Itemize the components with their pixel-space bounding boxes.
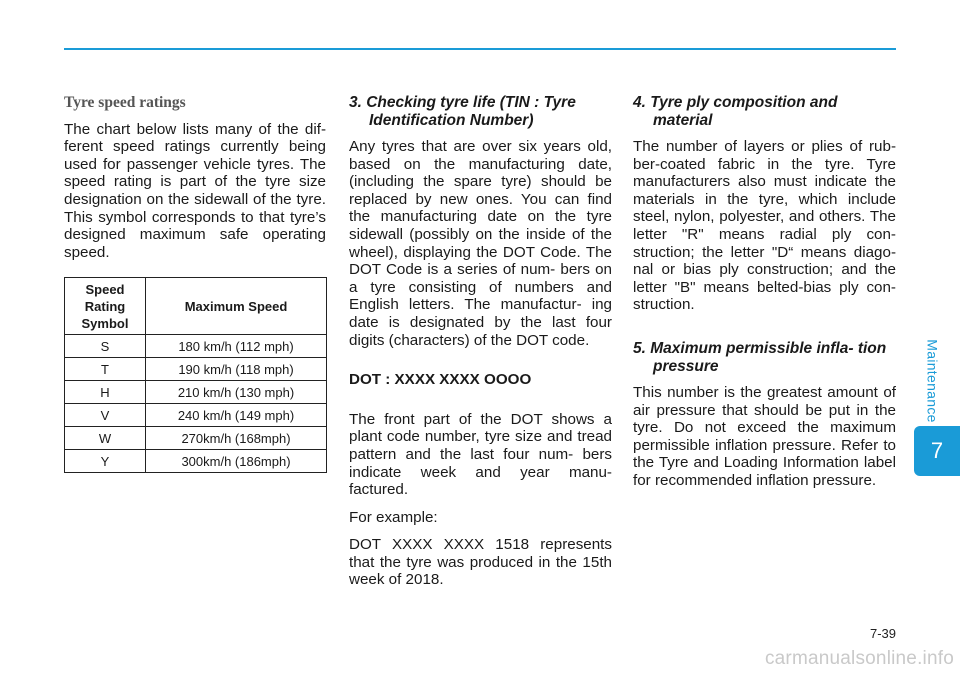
column-3 <box>633 92 896 500</box>
table-row <box>65 404 327 427</box>
table-row <box>65 381 327 404</box>
example-text: DOT XXXX XXXX 1518 represents that the tyre was produced in the 15th week of 2018. <box>349 536 612 589</box>
section-heading-inflation-pressure: 5. Maximum permissible infla- tion pressure <box>633 339 887 375</box>
top-rule <box>64 48 896 50</box>
rating-symbol-cell: Y <box>65 450 146 473</box>
max-speed-cell: 190 km/h (118 mph) <box>146 358 327 381</box>
section-label-text: Maintenance <box>925 339 941 423</box>
table-row <box>65 335 327 358</box>
speed-ratings-paragraph: The chart below lists many of the dif- ferent speed ratings currently being used for passenger vehicle tyres. The speed rating is part of the tyre size designation on the sidewall of the tyre. This symbol corresponds to that tyre’s designed maximum safe operating speed. <box>64 120 326 261</box>
watermark: carmanualsonline.info <box>764 648 954 669</box>
chapter-number: 7 <box>930 438 944 463</box>
inflation-pressure-paragraph: This number is the greatest amount of air pressure that should be put in the tyre. Do not exceed the maximum permissible inflation pressure. Refer to the Tyre and Loading Information label for recommended inflation pressure. <box>633 383 896 489</box>
table-header-row <box>65 278 327 335</box>
rating-symbol-cell: W <box>65 427 146 450</box>
section-heading-speed-ratings: Tyre speed ratings <box>64 94 186 111</box>
section-heading-ply-composition: 4. Tyre ply composition and material <box>633 94 838 129</box>
header-text: Speed Rating Symbol <box>81 281 129 331</box>
speed-rating-table <box>64 277 327 473</box>
column-1 <box>64 92 326 473</box>
ply-composition-paragraph: The number of layers or plies of rub- ber-coated fabric in the tyre. Tyre manufacturers also must indicate the materials in the tyre, which include steel, nylon, polyester, and others. The letter "R" means radial ply con- struction; the letter "D“ means diago- nal or bias ply construction; and the letter "B" means belted-bias ply con- struction. <box>633 138 896 314</box>
tyre-life-paragraph: Any tyres that are over six years old, based on the manufacturing date, (including the spare tyre) should be replaced by new ones. You can find the manufacturing date on the tyre sidewall (possibly on the inside of the wheel), displaying the DOT Code. The DOT Code is a series of num- bers on a tyre consisting of numbers and English letters. The manufactur- ing date is designated by the last four digits (characters) of the DOT code. <box>349 138 612 349</box>
max-speed-cell: 180 km/h (112 mph) <box>146 335 327 358</box>
max-speed-cell: 300km/h (186mph) <box>146 450 327 473</box>
section-heading-tyre-life: 3. Checking tyre life (TIN : Tyre Identification Number) <box>349 94 576 129</box>
table-row <box>65 427 327 450</box>
max-speed-cell: 210 km/h (130 mph) <box>146 381 327 404</box>
header-maximum-speed: Maximum Speed <box>146 278 327 335</box>
table-row <box>65 358 327 381</box>
rating-symbol-cell: V <box>65 404 146 427</box>
rating-symbol-cell: S <box>65 335 146 358</box>
dot-explanation-paragraph: The front part of the DOT shows a plant code number, tyre size and tread pattern and the last four num- bers indicate week and year manu- factured. <box>349 410 612 499</box>
max-speed-cell: 270km/h (168mph) <box>146 427 327 450</box>
max-speed-cell: 240 km/h (149 mph) <box>146 404 327 427</box>
column-2 <box>349 92 612 599</box>
dot-code-format: DOT : XXXX XXXX OOOO <box>349 371 532 389</box>
page-number: 7-39 <box>869 626 896 641</box>
table-row <box>65 450 327 473</box>
section-side-label <box>918 336 948 426</box>
header-speed-rating-symbol <box>65 278 146 335</box>
rating-symbol-cell: T <box>65 358 146 381</box>
chapter-tab <box>914 426 960 476</box>
rating-symbol-cell: H <box>65 381 146 404</box>
example-label: For example: <box>349 508 438 526</box>
